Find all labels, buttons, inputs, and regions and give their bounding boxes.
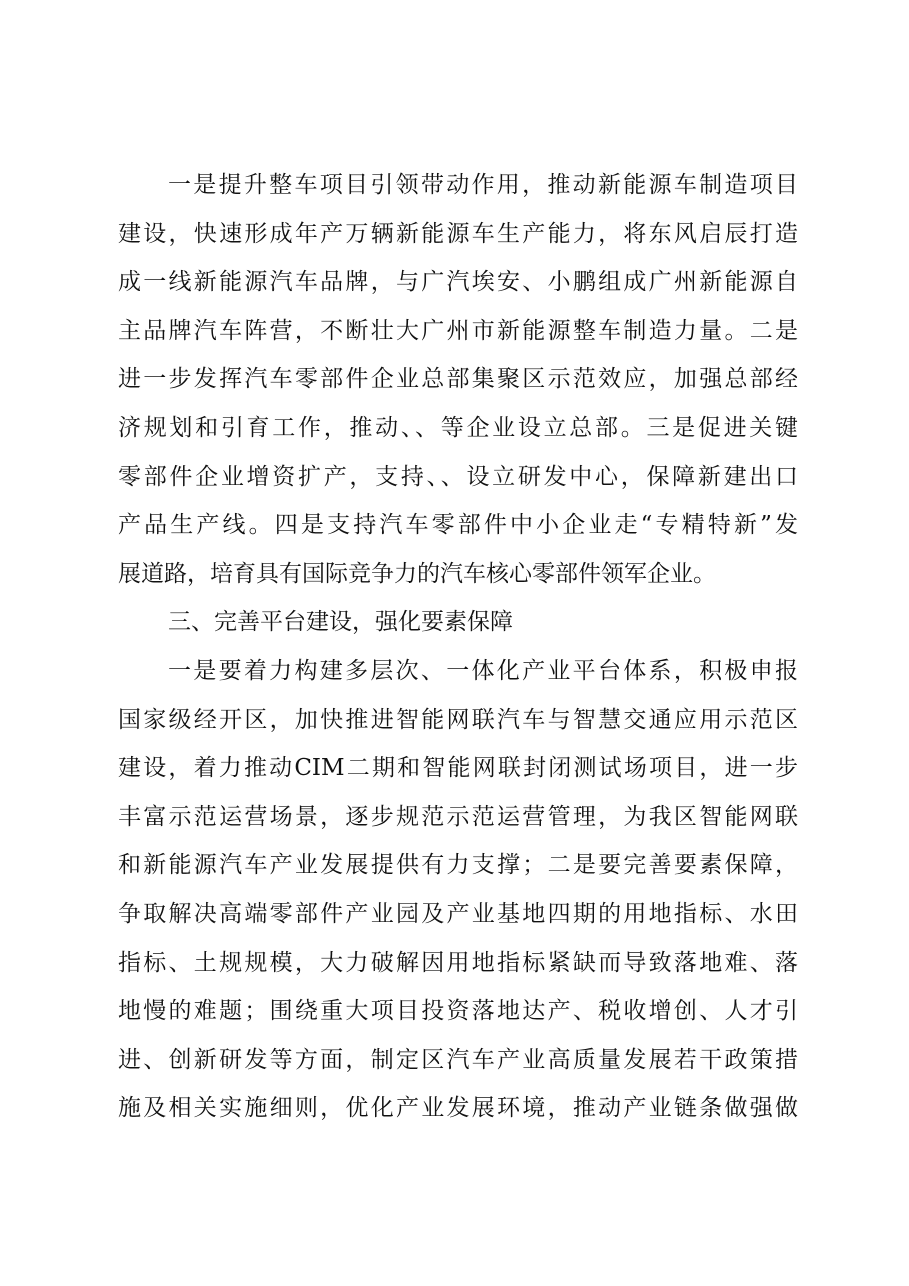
section-heading	[118, 598, 798, 647]
text-line: 建设，着力推动CIM二期和智能网联封闭测试场项目，进一步	[118, 755, 798, 782]
text-line: 主品牌汽车阵营，不断壮大广州市新能源整车制造力量。二是	[118, 317, 798, 344]
text-line: 建设，快速形成年产万辆新能源车生产能力，将东风启辰打造	[118, 220, 798, 247]
text-line: 地慢的难题；围绕重大项目投资落地达产、税收增创、人才引	[118, 998, 798, 1025]
text-line: 展道路，培育具有国际竞争力的汽车核心零部件领军企业。	[118, 560, 716, 587]
text-line: 国家级经开区，加快推进智能网联汽车与智慧交通应用示范区	[118, 706, 798, 733]
document-body	[118, 161, 798, 1133]
text-line: 一是提升整车项目引领带动作用，推动新能源车制造项目	[168, 172, 798, 198]
text-line: 施及相关实施细则，优化产业发展环境，推动产业链条做强做	[118, 1095, 798, 1122]
text-line: 零部件企业增资扩产，支持、、设立研发中心，保障新建出口	[118, 463, 798, 490]
text-line: 指标、土规规模，大力破解因用地指标紧缺而导致落地难、落	[118, 949, 798, 976]
text-line: 进一步发挥汽车零部件企业总部集聚区示范效应，加强总部经	[118, 366, 798, 393]
text-line: 济规划和引育工作，推动、、等企业设立总部。三是促进关键	[118, 414, 798, 441]
text-line: 一是要着力构建多层次、一体化产业平台体系，积极申报	[168, 657, 798, 684]
heading-text: 三、完善平台建设，强化要素保障	[168, 609, 513, 636]
text-line: 和新能源汽车产业发展提供有力支撑；二是要完善要素保障，	[118, 852, 798, 879]
paragraph-2	[118, 647, 798, 1133]
text-line: 丰富示范运营场景，逐步规范示范运营管理，为我区智能网联	[118, 803, 798, 830]
text-line: 争取解决高端零部件产业园及产业基地四期的用地指标、水田	[118, 900, 798, 927]
text-line: 成一线新能源汽车品牌，与广汽埃安、小鹏组成广州新能源自	[118, 269, 798, 296]
text-line: 进、创新研发等方面，制定区汽车产业高质量发展若干政策措	[118, 1046, 798, 1073]
paragraph-1	[118, 161, 798, 598]
text-line: 产品生产线。四是支持汽车零部件中小企业走“专精特新”发	[118, 512, 798, 539]
